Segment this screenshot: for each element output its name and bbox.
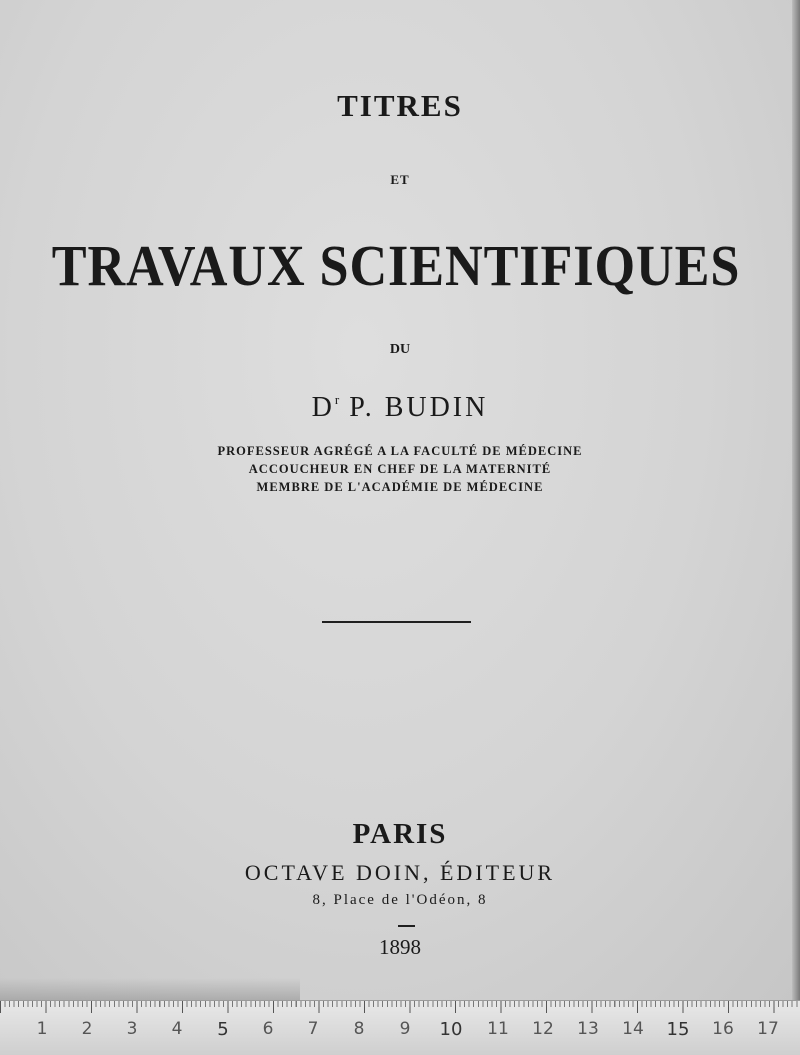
author-role: PROFESSEUR AGRÉGÉ A LA FACULTÉ DE MÉDECINE (217, 444, 583, 458)
ruler-label: 12 (532, 1019, 554, 1039)
ruler-label: 16 (712, 1019, 734, 1039)
title-line-et: ET (390, 172, 410, 187)
ruler-label: 7 (307, 1019, 319, 1039)
measurement-ruler (0, 1000, 800, 1055)
title-line-du: DU (389, 342, 411, 357)
ruler-label: 8 (353, 1019, 365, 1039)
page-shadow (0, 978, 300, 1000)
imprint-year: 1898 (379, 935, 421, 959)
title-line-titres: TITRES (337, 88, 463, 123)
title-line-travaux: TRAVAUX SCIENTIFIQUES (51, 233, 741, 298)
ruler-label: 15 (666, 1019, 690, 1040)
ruler-label: 4 (171, 1019, 183, 1039)
imprint-publisher: OCTAVE DOIN, ÉDITEUR (244, 860, 556, 885)
imprint-address: 8, Place de l'Odéon, 8 (312, 892, 488, 908)
page-edge (792, 0, 800, 1000)
author-name (0, 392, 800, 424)
author-surname: P. BUDIN (349, 392, 489, 423)
ruler-label: 6 (262, 1019, 274, 1039)
ruler-label: 13 (577, 1019, 599, 1039)
ruler-label: 17 (757, 1019, 779, 1039)
ruler-label: 2 (81, 1019, 93, 1039)
ruler-label: 14 (622, 1019, 644, 1039)
imprint-city: PARIS (352, 818, 448, 850)
ruler-label: 5 (217, 1019, 229, 1040)
author-prefix: D (311, 392, 335, 423)
ruler-label: 1 (36, 1019, 48, 1039)
ruler-label: 9 (399, 1019, 411, 1039)
author-role: MEMBRE DE L'ACADÉMIE DE MÉDECINE (256, 480, 544, 494)
author-role: ACCOUCHEUR EN CHEF DE LA MATERNITÉ (248, 462, 552, 476)
ruler-label: 10 (439, 1019, 463, 1040)
year-rule (398, 925, 415, 927)
author-prefix-sup: r (334, 392, 340, 407)
ruler-label: 3 (126, 1019, 138, 1039)
ruler-ticks (0, 1001, 800, 1015)
ruler-label: 11 (487, 1019, 509, 1039)
separator-rule (322, 621, 471, 623)
